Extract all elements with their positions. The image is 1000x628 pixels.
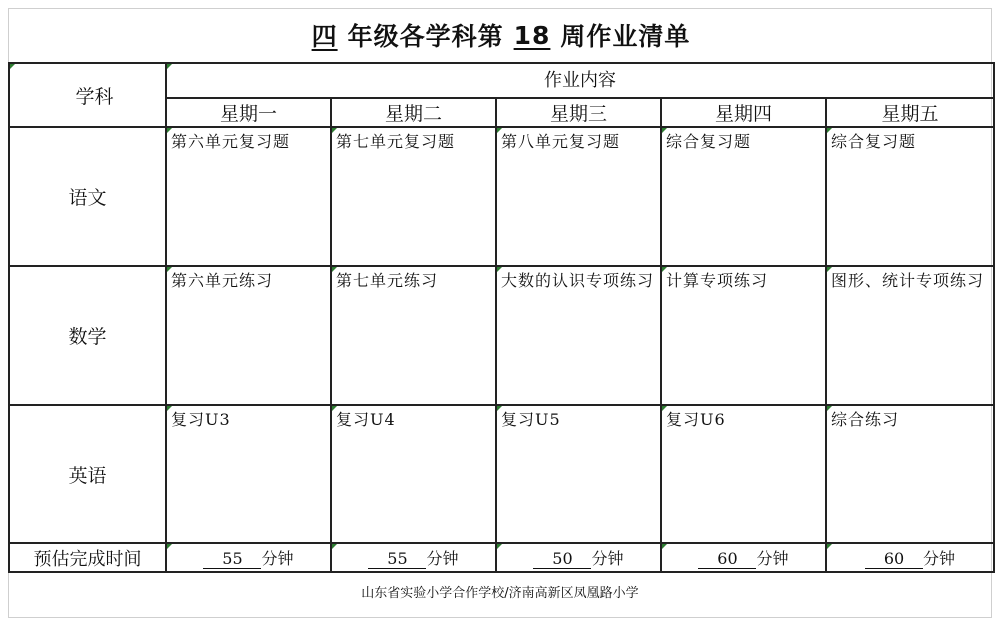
minutes-value: 50 [533,550,591,569]
subject-math: 数学 [9,266,166,405]
time-row [9,543,994,572]
subject-header: 学科 [9,63,166,127]
subject-english: 英语 [9,405,166,543]
homework-cell: 综合练习 [826,405,994,543]
table-row [9,127,994,266]
homework-cell: 第七单元复习题 [331,127,496,266]
minutes-unit: 分钟 [261,549,294,568]
minutes-unit: 分钟 [426,549,459,568]
day-header-fri: 星期五 [826,98,994,127]
page-title [8,8,992,62]
homework-cell: 复习U4 [331,405,496,543]
title-middle: 年级各学科第 [347,22,504,51]
minutes-unit: 分钟 [591,549,624,568]
homework-cell: 综合复习题 [826,127,994,266]
homework-cell: 大数的认识专项练习 [496,266,661,405]
homework-cell: 复习U6 [661,405,826,543]
homework-cell: 综合复习题 [661,127,826,266]
time-cell [496,543,661,572]
minutes-value: 55 [203,550,261,569]
table-row [9,405,994,543]
minutes-unit: 分钟 [923,549,956,568]
content-header: 作业内容 [166,63,994,98]
day-header-wed: 星期三 [496,98,661,127]
day-header-tue: 星期二 [331,98,496,127]
day-header-thu: 星期四 [661,98,826,127]
homework-cell: 第七单元练习 [331,266,496,405]
homework-cell: 复习U5 [496,405,661,543]
title-end: 周作业清单 [560,22,691,51]
homework-cell: 第八单元复习题 [496,127,661,266]
homework-cell: 第六单元练习 [166,266,331,405]
title-grade: 四 [311,22,338,51]
time-cell [661,543,826,572]
time-row-label: 预估完成时间 [9,543,166,572]
minutes-value: 55 [368,550,426,569]
homework-cell: 计算专项练习 [661,266,826,405]
table-row [9,266,994,405]
homework-cell: 图形、统计专项练习 [826,266,994,405]
homework-table [8,62,995,573]
minutes-value: 60 [698,550,756,569]
homework-cell: 第六单元复习题 [166,127,331,266]
title-week: 18 [513,20,551,50]
minutes-value: 60 [865,550,923,569]
time-cell [826,543,994,572]
school-footer: 山东省实验小学合作学校/济南高新区凤凰路小学 [361,586,639,601]
subject-chinese: 语文 [9,127,166,266]
time-cell [331,543,496,572]
day-header-mon: 星期一 [166,98,331,127]
homework-cell: 复习U3 [166,405,331,543]
minutes-unit: 分钟 [756,549,789,568]
time-cell [166,543,331,572]
